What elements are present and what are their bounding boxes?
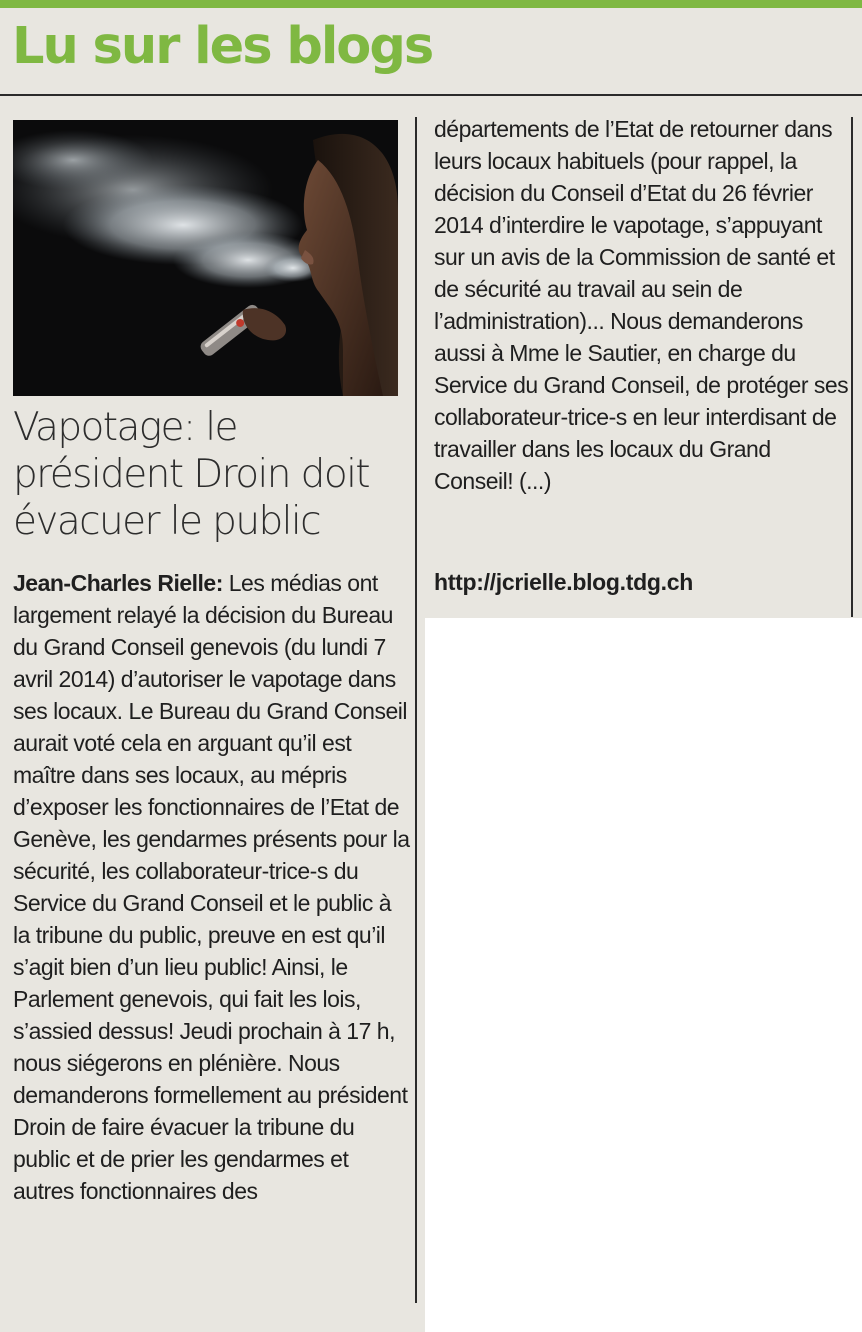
accent-bar [0, 0, 862, 8]
blog-link[interactable]: http://jcrielle.blog.tdg.ch [434, 569, 693, 595]
column-divider [415, 117, 417, 1303]
article-headline: Vapotage: le président Droin doit évacuer le public [13, 405, 370, 544]
right-frame-line [851, 117, 853, 617]
section-title: Lu sur les blogs [12, 17, 433, 76]
section-rule [0, 94, 862, 96]
article-body-left [13, 567, 413, 1207]
article-body-right: départements de l’Etat de retourner dans leurs locaux habituels (pour rappel, la décision du Conseil d’Etat du 26 février 2014 d’interdire le vapotage, s’appuyant sur un avis de la Commission de santé et de sécurité au travail au sein de l’administration)... Nous demanderons aussi à Mme le Sautier, en charge du Service du Grand Conseil, de protéger ses collaborateur-trice-s en leur interdisant de travailler dans les locaux du Grand Conseil! (...) [434, 116, 849, 494]
article-body-left-text: Les médias ont largement relayé la décision du Bureau du Grand Conseil genevois (du lundi 7 avril 2014) d’autoriser le vapotage dans ses locaux. Le Bureau du Grand Conseil aurait voté cela en arguant qu’il est maître dans ses locaux, au mépris d’exposer les fonctionnaires de l’Etat de Genève, les gendarmes présents pour la sécurité, les collaborateur-trice-s du Service du Grand Conseil et le public à la tribune du public, preuve en est qu’il s’agit bien d’un lieu public! Ainsi, le Parlement genevois, qui fait les lois, s’assied dessus! Jeudi prochain à 17 h, nous siégerons en plénière. Nous demanderons formellement au président Droin de faire évacuer la tribune du public et de prier les gendarmes et autres fonctionnaires des [13, 570, 410, 1204]
vaping-woman-photo [13, 120, 398, 396]
article-byline: Jean-Charles Rielle: [13, 570, 223, 596]
blank-area [425, 618, 862, 1332]
